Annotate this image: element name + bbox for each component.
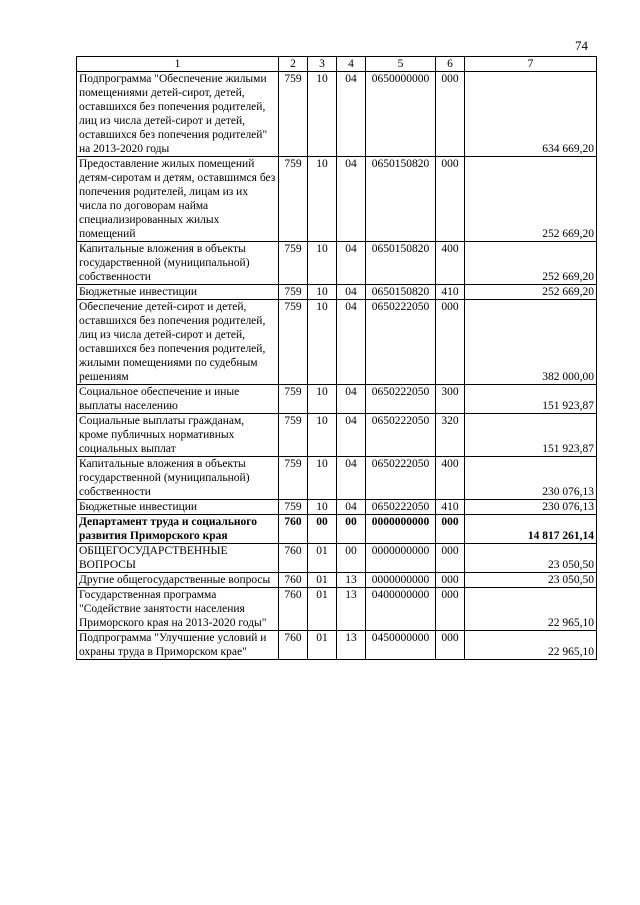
subsection-code-cell: 13 [337, 573, 366, 588]
amount-cell: 230 076,13 [465, 500, 597, 515]
expense-type-cell: 400 [436, 242, 465, 285]
amount-cell: 14 817 261,14 [465, 515, 597, 544]
section-code-cell: 01 [308, 544, 337, 573]
target-article-cell: 0650222050 [366, 457, 436, 500]
ministry-code-cell: 760 [279, 515, 308, 544]
column-header: 2 [279, 57, 308, 72]
row-name-cell: Капитальные вложения в объекты государственной (муниципальной) собственности [77, 242, 279, 285]
target-article-cell: 0400000000 [366, 588, 436, 631]
section-code-cell: 10 [308, 385, 337, 414]
row-name-cell: Бюджетные инвестиции [77, 500, 279, 515]
column-header: 6 [436, 57, 465, 72]
table-row [77, 500, 597, 515]
subsection-code-cell: 04 [337, 242, 366, 285]
expense-type-cell: 000 [436, 573, 465, 588]
column-header: 1 [77, 57, 279, 72]
table-row [77, 588, 597, 631]
section-code-cell: 10 [308, 157, 337, 242]
subsection-code-cell: 13 [337, 588, 366, 631]
expense-type-cell: 410 [436, 285, 465, 300]
target-article-cell: 0450000000 [366, 631, 436, 660]
amount-cell: 22 965,10 [465, 588, 597, 631]
amount-cell: 23 050,50 [465, 544, 597, 573]
amount-cell: 23 050,50 [465, 573, 597, 588]
subsection-code-cell: 04 [337, 414, 366, 457]
table-row [77, 457, 597, 500]
target-article-cell: 0000000000 [366, 544, 436, 573]
section-code-cell: 01 [308, 631, 337, 660]
ministry-code-cell: 760 [279, 588, 308, 631]
amount-cell: 382 000,00 [465, 300, 597, 385]
target-article-cell: 0650000000 [366, 72, 436, 157]
target-article-cell: 0650150820 [366, 242, 436, 285]
ministry-code-cell: 760 [279, 573, 308, 588]
ministry-code-cell: 759 [279, 242, 308, 285]
row-name-cell: Государственная программа "Содействие занятости населения Приморского края на 2013-2020 годы" [77, 588, 279, 631]
expense-type-cell: 000 [436, 300, 465, 385]
expense-type-cell: 000 [436, 157, 465, 242]
subsection-code-cell: 04 [337, 457, 366, 500]
subsection-code-cell: 04 [337, 157, 366, 242]
table-row [77, 544, 597, 573]
row-name-cell: Бюджетные инвестиции [77, 285, 279, 300]
ministry-code-cell: 759 [279, 157, 308, 242]
subsection-code-cell: 13 [337, 631, 366, 660]
section-code-cell: 00 [308, 515, 337, 544]
section-code-cell: 10 [308, 285, 337, 300]
subsection-code-cell: 04 [337, 285, 366, 300]
section-code-cell: 10 [308, 500, 337, 515]
amount-cell: 252 669,20 [465, 242, 597, 285]
column-header: 7 [465, 57, 597, 72]
ministry-code-cell: 759 [279, 72, 308, 157]
ministry-code-cell: 759 [279, 500, 308, 515]
row-name-cell: Обеспечение детей-сирот и детей, оставшихся без попечения родителей, лиц из числа детей-сирот и детей, оставшихся без попечения родителей, жилыми помещениями по судебным решениям [77, 300, 279, 385]
ministry-code-cell: 759 [279, 414, 308, 457]
section-code-cell: 10 [308, 414, 337, 457]
expense-type-cell: 410 [436, 500, 465, 515]
target-article-cell: 0650150820 [366, 157, 436, 242]
expense-type-cell: 300 [436, 385, 465, 414]
target-article-cell: 0650222050 [366, 500, 436, 515]
subsection-code-cell: 04 [337, 72, 366, 157]
page-number: 74 [575, 38, 588, 53]
table-row [77, 385, 597, 414]
row-name-cell: Подпрограмма "Обеспечение жилыми помещениями детей-сирот, детей, оставшихся без попечения родителей, лиц из числа детей-сирот и детей, оставшихся без попечения родителей" на 2013-2020 годы [77, 72, 279, 157]
table-row [77, 515, 597, 544]
ministry-code-cell: 759 [279, 385, 308, 414]
amount-cell: 252 669,20 [465, 285, 597, 300]
row-name-cell: Капитальные вложения в объекты государственной (муниципальной) собственности [77, 457, 279, 500]
table-row [77, 414, 597, 457]
amount-cell: 151 923,87 [465, 414, 597, 457]
section-code-cell: 10 [308, 72, 337, 157]
section-code-cell: 10 [308, 457, 337, 500]
table-row [77, 157, 597, 242]
table-row [77, 573, 597, 588]
ministry-code-cell: 759 [279, 300, 308, 385]
target-article-cell: 0650222050 [366, 300, 436, 385]
ministry-code-cell: 759 [279, 457, 308, 500]
subsection-code-cell: 04 [337, 300, 366, 385]
row-name-cell: Социальные выплаты гражданам, кроме публичных нормативных социальных выплат [77, 414, 279, 457]
expense-type-cell: 320 [436, 414, 465, 457]
row-name-cell: Подпрограмма "Улучшение условий и охраны труда в Приморском крае" [77, 631, 279, 660]
subsection-code-cell: 00 [337, 544, 366, 573]
ministry-code-cell: 760 [279, 544, 308, 573]
section-code-cell: 10 [308, 242, 337, 285]
expense-type-cell: 000 [436, 515, 465, 544]
table-row [77, 631, 597, 660]
amount-cell: 634 669,20 [465, 72, 597, 157]
target-article-cell: 0650222050 [366, 414, 436, 457]
ministry-code-cell: 759 [279, 285, 308, 300]
row-name-cell: Другие общегосударственные вопросы [77, 573, 279, 588]
target-article-cell: 0000000000 [366, 515, 436, 544]
amount-cell: 151 923,87 [465, 385, 597, 414]
expense-type-cell: 400 [436, 457, 465, 500]
amount-cell: 252 669,20 [465, 157, 597, 242]
amount-cell: 230 076,13 [465, 457, 597, 500]
subsection-code-cell: 00 [337, 515, 366, 544]
amount-cell: 22 965,10 [465, 631, 597, 660]
target-article-cell: 0650150820 [366, 285, 436, 300]
row-name-cell: Департамент труда и социального развития Приморского края [77, 515, 279, 544]
row-name-cell: ОБЩЕГОСУДАРСТВЕННЫЕ ВОПРОСЫ [77, 544, 279, 573]
table-row [77, 242, 597, 285]
budget-table [76, 56, 597, 660]
table-row [77, 72, 597, 157]
table-header-row [77, 57, 597, 72]
ministry-code-cell: 760 [279, 631, 308, 660]
expense-type-cell: 000 [436, 631, 465, 660]
subsection-code-cell: 04 [337, 385, 366, 414]
section-code-cell: 01 [308, 588, 337, 631]
section-code-cell: 01 [308, 573, 337, 588]
row-name-cell: Предоставление жилых помещений детям-сиротам и детям, оставшимся без попечения родителей, лицам из их числа по договорам найма специализированных жилых помещений [77, 157, 279, 242]
target-article-cell: 0650222050 [366, 385, 436, 414]
column-header: 3 [308, 57, 337, 72]
expense-type-cell: 000 [436, 72, 465, 157]
table-row [77, 285, 597, 300]
expense-type-cell: 000 [436, 588, 465, 631]
column-header: 5 [366, 57, 436, 72]
subsection-code-cell: 04 [337, 500, 366, 515]
target-article-cell: 0000000000 [366, 573, 436, 588]
row-name-cell: Социальное обеспечение и иные выплаты населению [77, 385, 279, 414]
column-header: 4 [337, 57, 366, 72]
table-row [77, 300, 597, 385]
section-code-cell: 10 [308, 300, 337, 385]
expense-type-cell: 000 [436, 544, 465, 573]
